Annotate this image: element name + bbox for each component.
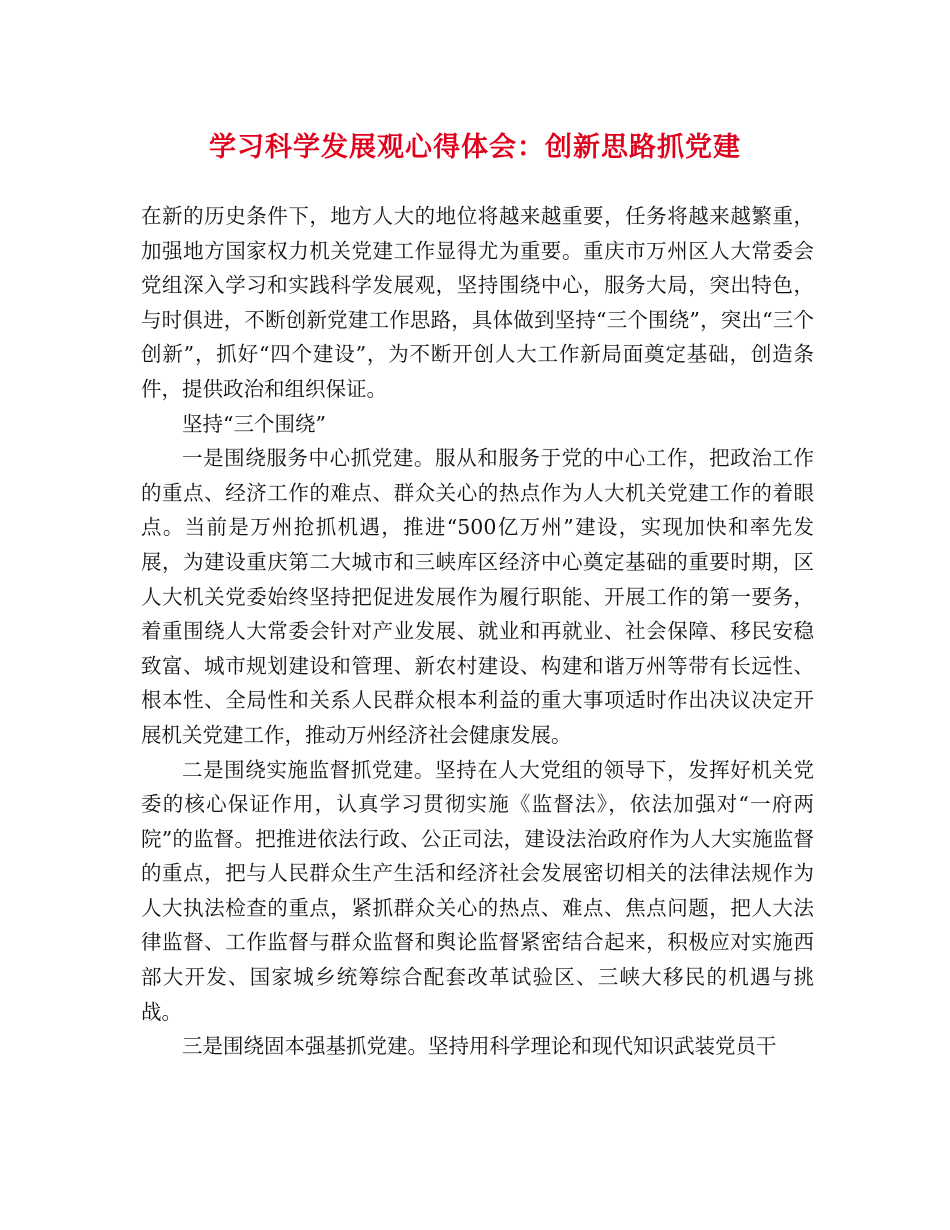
paragraph-first: 一是围绕服务中心抓党建。服从和服务于党的中心工作，把政治工作的重点、经济工作的难点、群众关心的热点作为人大机关党建工作的着眼点。当前是万州抢抓机遇，推进“500亿万州”建设，实现加快和率先发展，为建设重庆第二大城市和三峡库区经济中心奠定基础的重要时期，区人大机关党委始终坚持把促进发展作为履行职能、开展工作的第一要务，着重围绕人大常委会针对产业发展、就业和再就业、社会保障、移民安稳致富、城市规划建设和管理、新农村建设、构建和谐万州等带有长远性、根本性、全局性和关系人民群众根本利益的重大事项适时作出决议决定开展机关党建工作，推动万州经济社会健康发展。	[141, 446, 814, 747]
document-body	[141, 199, 814, 1064]
paragraph-second: 二是围绕实施监督抓党建。坚持在人大党组的领导下，发挥好机关党委的核心保证作用，认真学习贯彻实施《监督法》，依法加强对“一府两院”的监督。把推进依法行政、公正司法，建设法治政府作为人大实施监督的重点，把与人民群众生产生活和经济社会发展密切相关的法律法规作为人大执法检查的重点，紧抓群众关心的热点、难点、焦点问题，把人大法律监督、工作监督与群众监督和舆论监督紧密结合起来，积极应对实施西部大开发、国家城乡统筹综合配套改革试验区、三峡大移民的机遇与挑战。	[141, 757, 814, 1024]
section-heading: 坚持“三个围绕”	[182, 411, 326, 436]
paragraph-third: 三是围绕固本强基抓党建。坚持用科学理论和现代知识武装党员干	[182, 1034, 777, 1059]
paragraph-intro: 在新的历史条件下，地方人大的地位将越来越重要，任务将越来越繁重，加强地方国家权力机关党建工作显得尤为重要。重庆市万州区人大常委会党组深入学习和实践科学发展观，坚持围绕中心，服务大局，突出特色，与时俱进，不断创新党建工作思路，具体做到坚持“三个围绕”，突出“三个创新”，抓好“四个建设”，为不断开创人大工作新局面奠定基础，创造条件，提供政治和组织保证。	[141, 204, 814, 401]
document-title: 学习科学发展观心得体会：创新思路抓党建	[209, 132, 741, 163]
